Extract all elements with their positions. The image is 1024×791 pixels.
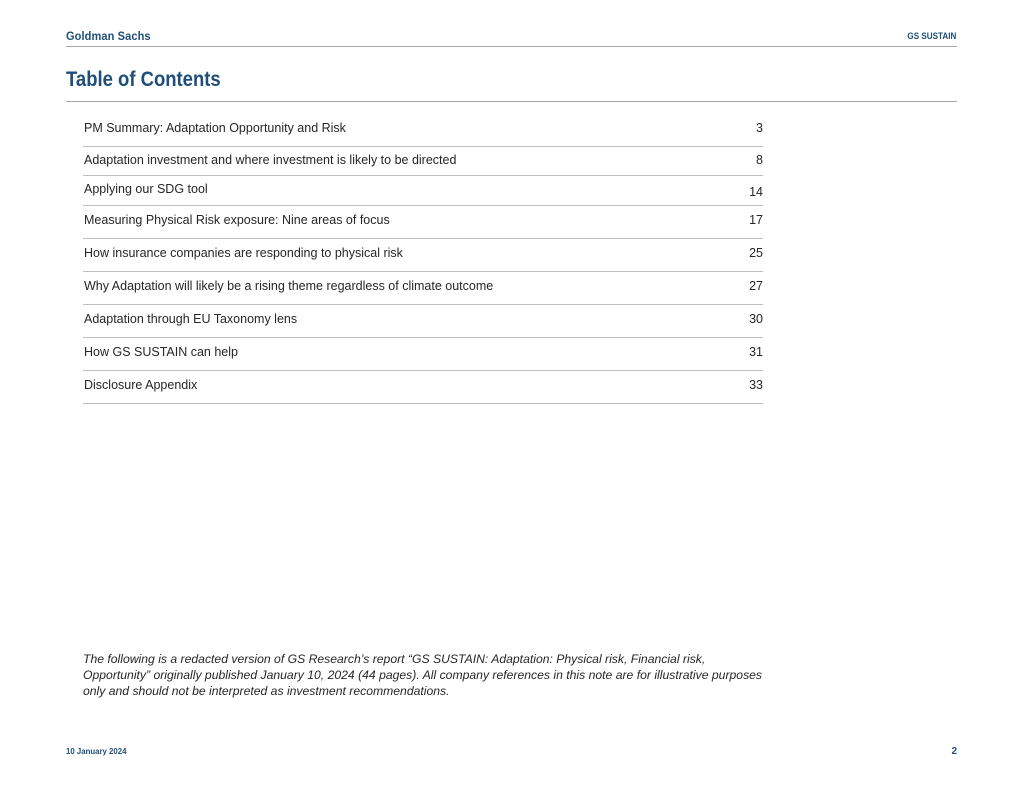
toc-entry-label: Disclosure Appendix <box>84 378 198 392</box>
toc-entry-page: 14 <box>749 185 763 199</box>
toc-entry-label: How GS SUSTAIN can help <box>84 345 238 359</box>
toc-entry-label: Adaptation through EU Taxonomy lens <box>84 312 298 326</box>
toc-entry-pm-summary[interactable] <box>83 114 763 147</box>
toc-entry-label: Applying our SDG tool <box>84 182 208 196</box>
toc-entry-insurance[interactable] <box>83 239 763 272</box>
header-divider <box>66 46 957 47</box>
toc-entry-label: PM Summary: Adaptation Opportunity and Risk <box>84 121 346 135</box>
toc-entry-label: Measuring Physical Risk exposure: Nine areas of focus <box>84 213 390 227</box>
redaction-disclaimer: The following is a redacted version of GS Research’s report “GS SUSTAIN: Adaptation: Physical risk, Financial risk, Opportunity” originally published January 10, 2024 (44 pages). All company references in this note are for illustrative purposes only and should not be interpreted as investment recommendations. <box>83 652 763 698</box>
toc-entry-page: 8 <box>756 153 763 167</box>
toc-entry-eu-taxonomy[interactable] <box>83 305 763 338</box>
table-of-contents <box>83 114 763 404</box>
brand-name: Goldman Sachs <box>66 29 151 43</box>
toc-entry-disclosure-appendix[interactable] <box>83 371 763 404</box>
toc-entry-physical-risk[interactable] <box>83 206 763 239</box>
toc-entry-sdg-tool[interactable] <box>83 176 763 206</box>
toc-entry-page: 33 <box>749 378 763 392</box>
toc-entry-page: 30 <box>749 312 763 326</box>
toc-entry-page: 31 <box>749 345 763 359</box>
page-title: Table of Contents <box>66 68 221 91</box>
toc-entry-gs-sustain-help[interactable] <box>83 338 763 371</box>
toc-entry-page: 17 <box>749 213 763 227</box>
toc-entry-page: 27 <box>749 279 763 293</box>
toc-entry-rising-theme[interactable] <box>83 272 763 305</box>
toc-entry-label: How insurance companies are responding to physical risk <box>84 246 403 260</box>
title-divider <box>66 101 957 102</box>
toc-entry-label: Why Adaptation will likely be a rising theme regardless of climate outcome <box>84 279 494 293</box>
toc-entry-page: 25 <box>749 246 763 260</box>
toc-entry-label: Adaptation investment and where investment is likely to be directed <box>84 153 457 167</box>
toc-entry-page: 3 <box>756 121 763 135</box>
footer-page-number: 2 <box>951 746 957 757</box>
report-series-label: GS SUSTAIN <box>907 31 956 41</box>
footer-date: 10 January 2024 <box>66 746 127 756</box>
toc-entry-adaptation-investment[interactable] <box>83 147 763 176</box>
